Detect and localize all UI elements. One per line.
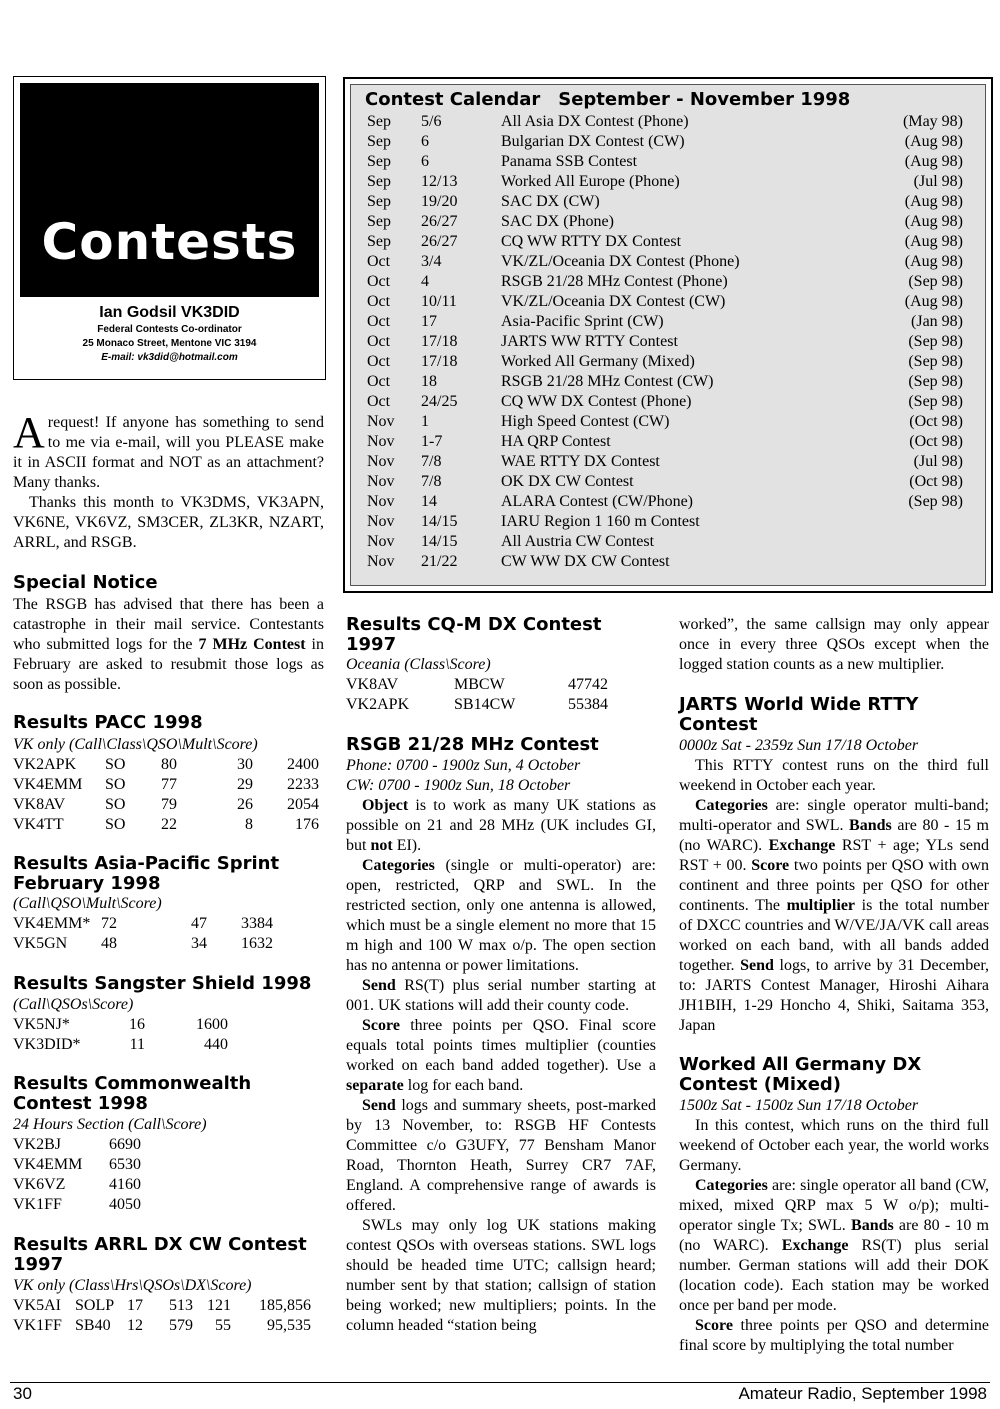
calendar-reference: (Sep 98) (908, 353, 963, 370)
calendar-contest-name: VK/ZL/Oceania DX Contest (Phone) (501, 253, 740, 270)
calendar-row (359, 212, 979, 232)
jarts-schedule: 0000z Sat - 2359z Sun 17/18 October (679, 737, 919, 754)
jarts-heading: JARTS World Wide RTTY Contest (679, 694, 919, 735)
sangster-heading: Results Sangster Shield 1998 (13, 973, 312, 994)
calendar-reference: (Sep 98) (908, 273, 963, 290)
sangster-results-table (13, 1015, 228, 1055)
calendar-month: Nov (367, 433, 395, 450)
table-row: VK5GN 48 34 1632 (13, 935, 273, 952)
calendar-contest-name: OK DX CW Contest (501, 473, 634, 490)
calendar-contest-name: CQ WW DX Contest (Phone) (501, 393, 692, 410)
calendar-dates: 14 (421, 493, 437, 510)
calendar-dates: 17 (421, 313, 437, 330)
publication-footer: Amateur Radio, September 1998 (738, 1384, 987, 1403)
intro-paragraph-1: Arequest! If anyone has something to send to me via e-mail, will you PLEASE make it in ASCII format and NOT as an attachment? Many thanks. (13, 408, 324, 491)
calendar-month: Sep (367, 213, 391, 230)
rsgb-heading: RSGB 21/28 MHz Contest (346, 734, 599, 755)
calendar-reference: (Oct 98) (909, 413, 963, 430)
calendar-dates: 19/20 (421, 193, 458, 210)
calendar-contest-name: HA QRP Contest (501, 433, 611, 450)
calendar-month: Nov (367, 453, 395, 470)
calendar-row (359, 112, 979, 132)
intro-text (13, 408, 324, 553)
calendar-dates: 12/13 (421, 173, 458, 190)
calendar-reference: (May 98) (903, 113, 963, 130)
calendar-month: Sep (367, 113, 391, 130)
calendar-row (359, 252, 979, 272)
calendar-contest-name: RSGB 21/28 MHz Contest (CW) (501, 373, 714, 390)
author-role: Federal Contests Co-ordinator (97, 324, 242, 335)
calendar-month: Sep (367, 153, 391, 170)
arrl-heading: Results ARRL DX CW Contest 1997 (13, 1234, 307, 1275)
calendar-reference: (Aug 98) (904, 193, 963, 210)
special-notice-heading: Special Notice (13, 572, 158, 593)
commonwealth-results-table (13, 1135, 173, 1215)
page-number: 30 (13, 1384, 32, 1403)
calendar-contest-name: Worked All Europe (Phone) (501, 173, 680, 190)
calendar-panel (350, 84, 986, 586)
author-name: Ian Godsil VK3DID (99, 304, 240, 321)
calendar-row (359, 152, 979, 172)
calendar-dates: 6 (421, 153, 429, 170)
calendar-dates: 1-7 (421, 433, 443, 450)
calendar-month: Oct (367, 393, 391, 410)
calendar-month: Sep (367, 193, 391, 210)
rsgb-phone-schedule: Phone: 0700 - 1900z Sun, 4 October (346, 757, 581, 774)
wag-heading: Worked All Germany DX Contest (Mixed) (679, 1054, 922, 1095)
arrl-subheading: VK only (Class\Hrs\QSOs\DX\Score) (13, 1277, 252, 1294)
calendar-reference: (Aug 98) (904, 153, 963, 170)
calendar-month: Nov (367, 473, 395, 490)
calendar-row (359, 412, 979, 432)
calendar-month: Oct (367, 353, 391, 370)
jarts-rules-text: This RTTY contest runs on the third full weekend in October each year. Categories are: single operator multi-band; multi-operator and SWL. Bands are 80 - 15 m (no WARC). Exchange RST + age; YLs send RST + 00. Score two points per QSO with own continent and three points per QSO for other continents. The multiplier is the total number of DXCC countries and W/VE/JA/VK call areas worked on each band, with all bands added together. Send logs, to arrive by 31 December, to: JARTS Contest Manager, Hiroshi Aihara JH1BIH, 1-29 Honcho 4, Shiki, Saitama 353, Japan (679, 757, 990, 1034)
calendar-contest-name: All Asia DX Contest (Phone) (501, 113, 689, 130)
calendar-month: Oct (367, 293, 391, 310)
calendar-row (359, 292, 979, 312)
calendar-row (359, 532, 979, 552)
calendar-month: Nov (367, 553, 395, 570)
calendar-row (359, 432, 979, 452)
calendar-row (359, 372, 979, 392)
table-row: VK4EMM* 72 47 3384 (13, 915, 273, 932)
sprint-results-table (13, 914, 273, 954)
calendar-reference: (Aug 98) (904, 233, 963, 250)
calendar-contest-name: VK/ZL/Oceania DX Contest (CW) (501, 293, 726, 310)
rsgb-cw-schedule: CW: 0700 - 1900z Sun, 18 October (346, 777, 571, 794)
calendar-dates: 24/25 (421, 393, 458, 410)
calendar-reference: (Aug 98) (904, 293, 963, 310)
special-notice-text: The RSGB has advised that there has been a catastrophe in their mail service. Contestants who submitted logs for the 7 MHz Contest in February are asked to resubmit those logs as soon as possible. (13, 596, 324, 693)
calendar-reference: (Aug 98) (904, 213, 963, 230)
table-row: VK3DID* 11 440 (13, 1036, 228, 1053)
calendar-contest-name: CW WW DX CW Contest (501, 553, 670, 570)
table-row: VK5NJ* 16 1600 (13, 1016, 228, 1033)
calendar-contest-name: Panama SSB Contest (501, 153, 638, 170)
table-row: VK6VZ 4160 (13, 1176, 141, 1193)
calendar-heading: Contest Calendar (365, 89, 541, 110)
calendar-month: Sep (367, 173, 391, 190)
calendar-row (359, 332, 979, 352)
section-title-banner (20, 83, 319, 297)
calendar-contest-name: ALARA Contest (CW/Phone) (501, 493, 693, 510)
cqm-subheading: Oceania (Class\Score) (346, 656, 491, 673)
calendar-dates: 3/4 (421, 253, 442, 270)
calendar-contest-name: JARTS WW RTTY Contest (501, 333, 678, 350)
table-row: VK4EMM SO 77 29 2233 (13, 776, 319, 793)
rsgb-rules-text: Object is to work as many UK stations as possible on 21 and 28 MHz (UK includes GI, but not EI). Categories (single or multi-operator) are: open, restricted, QRP and SWL. In the restricted section, only one antenna is allowed, which must be a single element no more that 15 m high and 100 W max o/p. The open section has no antenna or power limitations. Send RS(T) plus serial number starting at 001. UK stations will add their county code. Score three points per QSO. Final score equals total points times multiplier (counties worked on each band added together). Use a separate log for each band. Send logs and summary sheets, post-marked by 13 November, to: RSGB HF Contests Committee c/o G3UFY, 77 Bensham Manor Road, Thornton Heath, Surrey CR7 7AF, England. A comprehensive range of awards is offered. SWLs may only log UK stations making contest QSOs with overseas stations. SWL logs should be headed time UTC; callsign heard; number sent by that station; callsign of station being worked; new multipliers; points. In the column headed “station being (346, 797, 656, 1334)
table-row: VK1FF 4050 (13, 1196, 141, 1213)
table-row: VK4EMM 6530 (13, 1156, 141, 1173)
pacc-results-table (13, 755, 319, 835)
calendar-contest-name: Asia-Pacific Sprint (CW) (501, 313, 664, 330)
calendar-dates: 21/22 (421, 553, 458, 570)
calendar-row (359, 512, 979, 532)
calendar-dates: 17/18 (421, 333, 458, 350)
table-row: VK2APK SO 80 30 2400 (13, 756, 319, 773)
sprint-heading: Results Asia-Pacific Sprint February 1998 (13, 853, 280, 894)
calendar-contest-name: CQ WW RTTY DX Contest (501, 233, 682, 250)
calendar-reference: (Jan 98) (911, 313, 963, 330)
calendar-contest-name: High Speed Contest (CW) (501, 413, 670, 430)
calendar-dates: 26/27 (421, 233, 458, 250)
section-title-box (13, 76, 326, 380)
cqm-results-table (346, 675, 608, 715)
pacc-subheading: VK only (Call\Class\QSO\Mult\Score) (13, 736, 258, 753)
calendar-row (359, 172, 979, 192)
section-title: Contests (41, 213, 298, 271)
table-row: VK8AV SO 79 26 2054 (13, 796, 319, 813)
calendar-contest-name: Worked All Germany (Mixed) (501, 353, 695, 370)
table-row: VK4TT SO 22 8 176 (13, 816, 319, 833)
calendar-month: Nov (367, 413, 395, 430)
cqm-heading: Results CQ-M DX Contest 1997 (346, 614, 602, 655)
calendar-reference: (Sep 98) (908, 333, 963, 350)
calendar-contest-name: RSGB 21/28 MHz Contest (Phone) (501, 273, 728, 290)
calendar-month: Oct (367, 253, 391, 270)
calendar-month: Nov (367, 513, 395, 530)
calendar-dates: 17/18 (421, 353, 458, 370)
author-block (14, 303, 325, 365)
calendar-month: Sep (367, 233, 391, 250)
swl-continuation-text: worked”, the same callsign may only appear once in every three QSOs except when the logged station counts as a new multiplier. (679, 616, 989, 673)
calendar-period: September - November 1998 (558, 89, 851, 110)
calendar-title (365, 89, 868, 110)
calendar-dates: 1 (421, 413, 429, 430)
calendar-reference: (Jul 98) (913, 173, 963, 190)
calendar-dates: 26/27 (421, 213, 458, 230)
calendar-month: Nov (367, 493, 395, 510)
table-row: VK2BJ 6690 (13, 1136, 141, 1153)
commonwealth-heading: Results Commonwealth Contest 1998 (13, 1073, 252, 1114)
calendar-month: Oct (367, 273, 391, 290)
commonwealth-subheading: 24 Hours Section (Call\Score) (13, 1116, 207, 1133)
calendar-reference: (Oct 98) (909, 473, 963, 490)
calendar-reference: (Jul 98) (913, 453, 963, 470)
author-address: 25 Monaco Street, Mentone VIC 3194 (82, 338, 257, 349)
calendar-row (359, 552, 979, 572)
footer-rule (10, 1382, 990, 1383)
wag-schedule: 1500z Sat - 1500z Sun 17/18 October (679, 1097, 919, 1114)
calendar-dates: 6 (421, 133, 429, 150)
calendar-contest-name: SAC DX (Phone) (501, 213, 614, 230)
calendar-reference: (Sep 98) (908, 373, 963, 390)
calendar-row (359, 392, 979, 412)
calendar-dates: 5/6 (421, 113, 442, 130)
calendar-month: Sep (367, 133, 391, 150)
calendar-dates: 10/11 (421, 293, 457, 310)
calendar-month: Oct (367, 373, 391, 390)
calendar-contest-name: IARU Region 1 160 m Contest (501, 513, 700, 530)
author-email: E-mail: vk3did@hotmail.com (101, 352, 238, 363)
table-row: VK1FF SB40 12 579 55 95,535 (13, 1317, 311, 1334)
wag-rules-text: In this contest, which runs on the third full weekend of October each year, the world works Germany. Categories are: single operator all band (CW, mixed, mixed QRP max 5 W o/p); multi-operator single Tx; SWL. Bands are 80 - 10 m (no WARC). Exchange RS(T) plus serial number. German stations will add their DOK (location code). Each station may be worked once per band per mode. Score three points per QSO and determine final score by multiplying the total number (679, 1117, 990, 1354)
table-row: VK2APK SB14CW 55384 (346, 696, 608, 713)
table-row: VK5AI SOLP 17 513 121 185,856 (13, 1297, 311, 1314)
calendar-reference: (Oct 98) (909, 433, 963, 450)
calendar-row (359, 192, 979, 212)
drop-cap: A (13, 408, 45, 457)
pacc-heading: Results PACC 1998 (13, 712, 203, 733)
calendar-reference: (Sep 98) (908, 493, 963, 510)
calendar-row (359, 472, 979, 492)
intro-paragraph-2: Thanks this month to VK3DMS, VK3APN, VK6NE, VK6VZ, SM3CER, ZL3KR, NZART, ARRL, and RSGB. (13, 494, 324, 551)
calendar-row (359, 312, 979, 332)
sangster-subheading: (Call\QSOs\Score) (13, 996, 134, 1013)
arrl-results-table (13, 1296, 311, 1336)
calendar-row (359, 272, 979, 292)
table-row: VK8AV MBCW 47742 (346, 676, 608, 693)
calendar-row (359, 132, 979, 152)
calendar-dates: 18 (421, 373, 437, 390)
sprint-subheading: (Call\QSO\Mult\Score) (13, 895, 162, 912)
calendar-dates: 7/8 (421, 473, 442, 490)
calendar-dates: 4 (421, 273, 429, 290)
contest-calendar (343, 77, 993, 593)
calendar-contest-name: WAE RTTY DX Contest (501, 453, 660, 470)
calendar-reference: (Aug 98) (904, 133, 963, 150)
calendar-contest-name: All Austria CW Contest (501, 533, 655, 550)
calendar-row (359, 352, 979, 372)
calendar-month: Oct (367, 313, 391, 330)
calendar-dates: 7/8 (421, 453, 442, 470)
calendar-month: Nov (367, 533, 395, 550)
calendar-contest-name: Bulgarian DX Contest (CW) (501, 133, 685, 150)
calendar-row (359, 492, 979, 512)
calendar-contest-name: SAC DX (CW) (501, 193, 600, 210)
calendar-row (359, 232, 979, 252)
calendar-dates: 14/15 (421, 513, 458, 530)
calendar-row (359, 452, 979, 472)
calendar-dates: 14/15 (421, 533, 458, 550)
calendar-reference: (Aug 98) (904, 253, 963, 270)
calendar-month: Oct (367, 333, 391, 350)
calendar-reference: (Sep 98) (908, 393, 963, 410)
